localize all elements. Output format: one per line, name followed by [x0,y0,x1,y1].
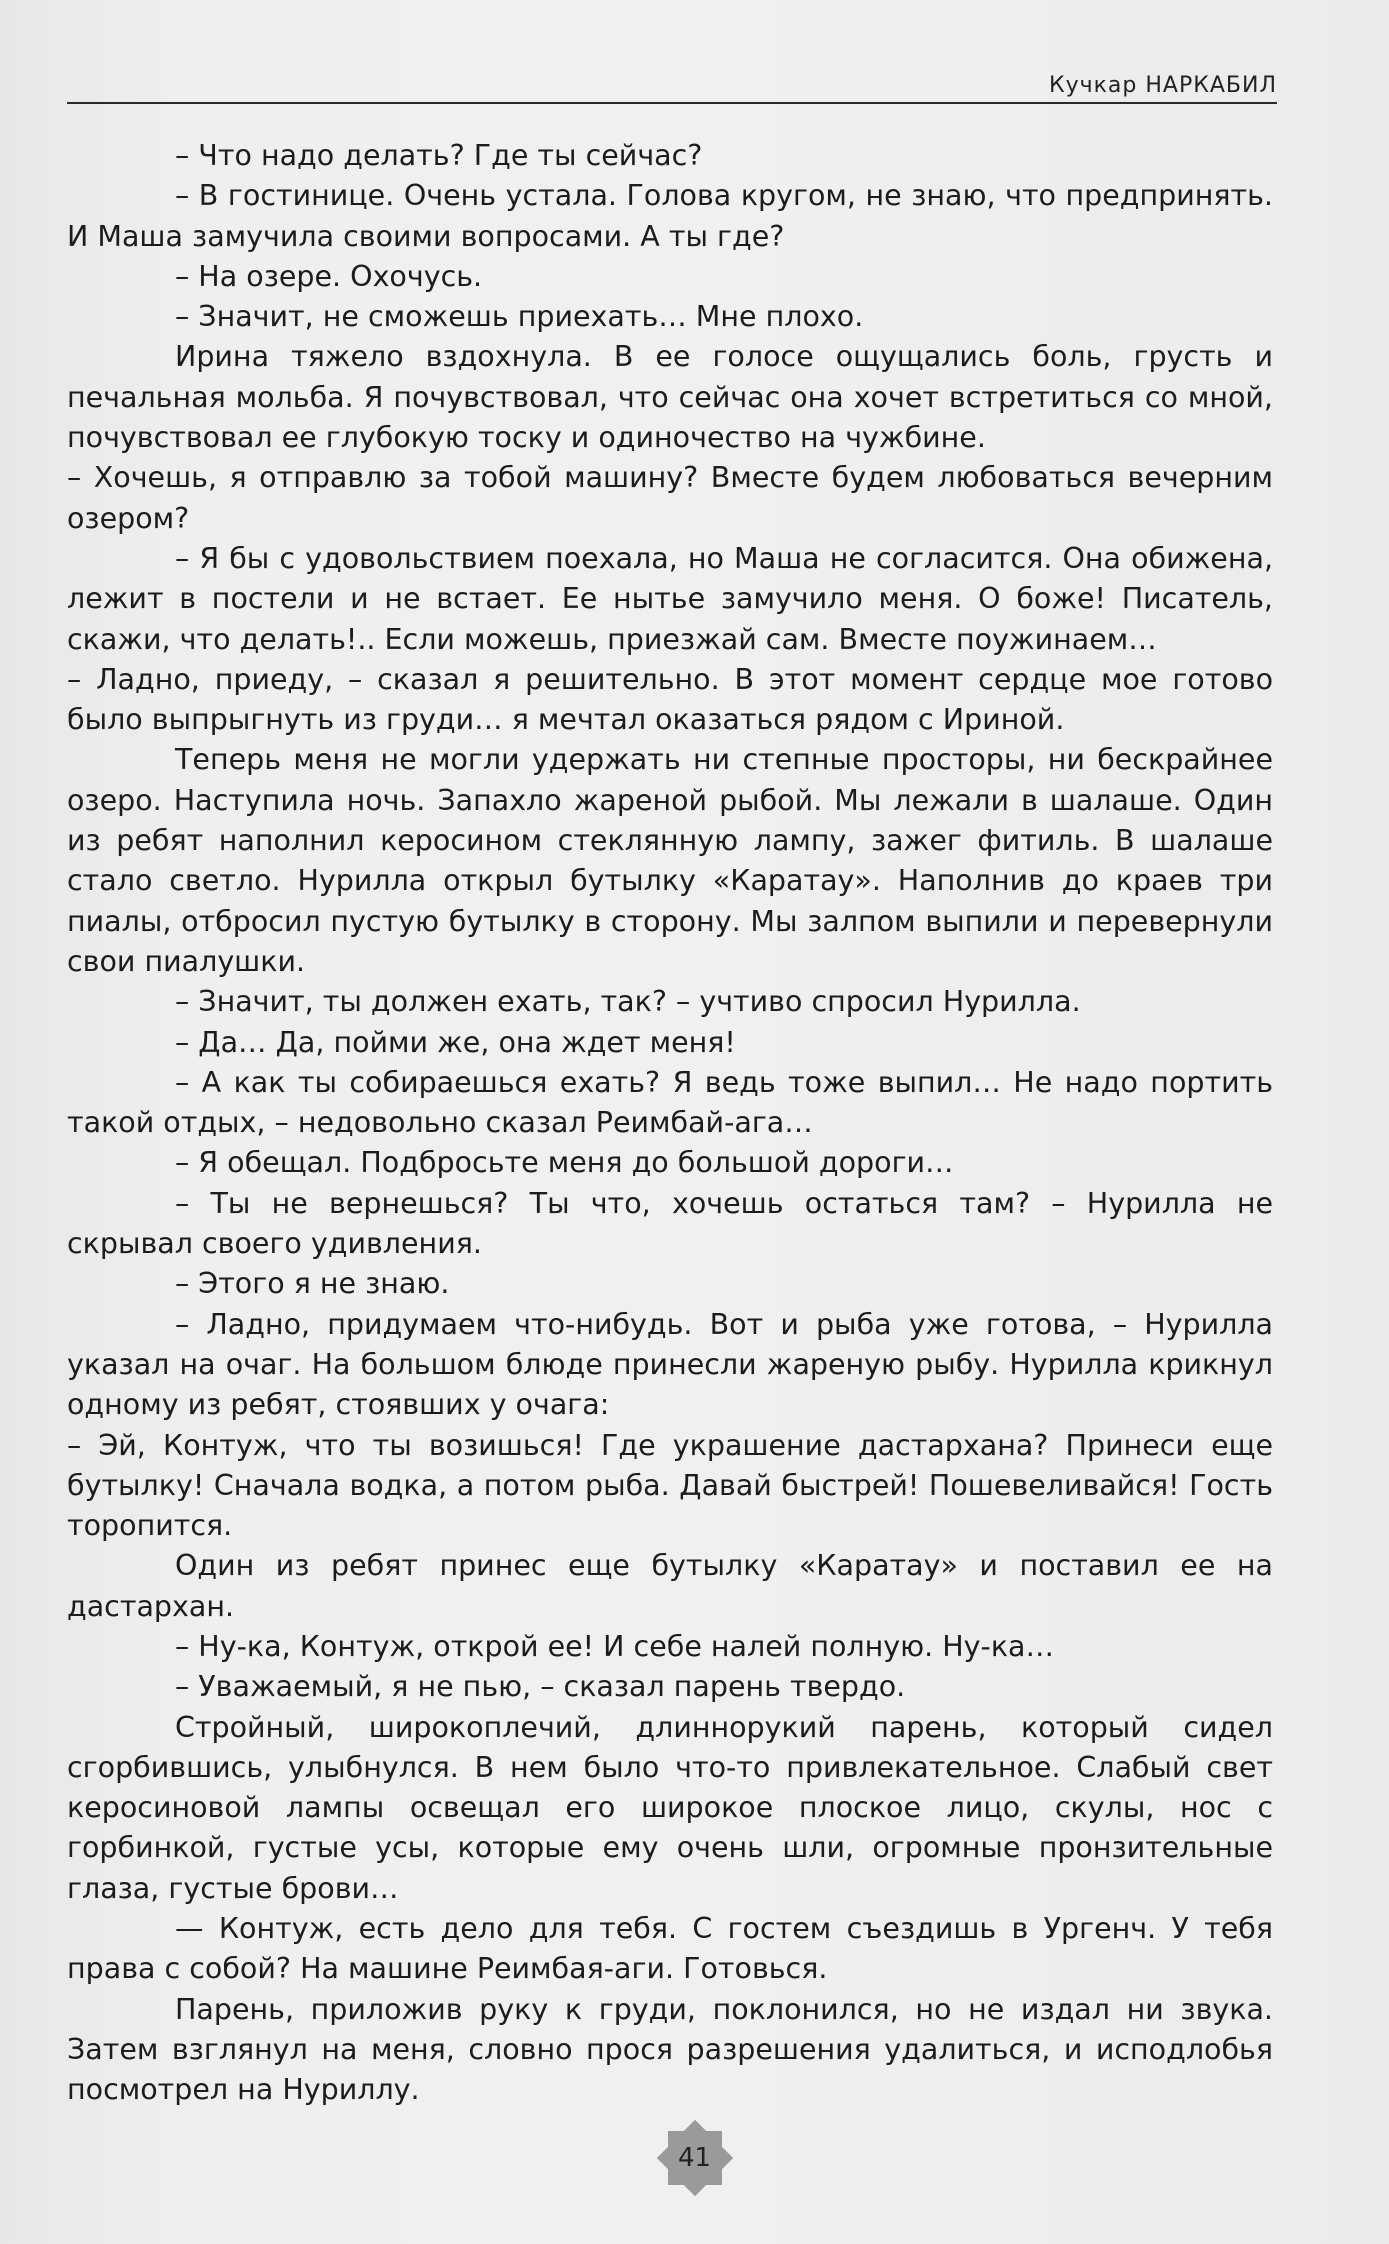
page-number-badge [657,2120,733,2196]
paragraph: – Хочешь, я отправлю за тобой машину? Вместе будем любоваться вечерним озером? [67,461,1273,535]
paragraph: – Что надо делать? Где ты сейчас? [175,139,703,172]
paragraph: – Да… Да, пойми же, она ждет меня! [175,1025,736,1059]
paragraph: Один из ребят принес еще бутылку «Каратау» и поставил ее на дастархан. [67,1549,1273,1623]
paragraph: Стройный, широкоплечий, длиннорукий парень, который сидел сгорбившись, улыбнулся. В нем было что-то привлекательное. Слабый свет керосиновой лампы освещал его широкое плоское лицо, скулы, нос с горбинкой, густые усы, которые ему очень шли, огромные пронзительные глаза, густые брови… [67,1710,1273,1905]
paragraph: – Ладно, приеду, – сказал я решительно. В этот момент сердце мое готово было выпрыгнуть из груди… я мечтал оказаться рядом с Ириной. [67,662,1273,737]
paragraph: – Значит, ты должен ехать, так? – учтиво спросил Нурилла. [175,985,1081,1019]
author-name: Кучкар НАРКАБИЛ [1049,73,1277,98]
paragraph: – Ты не вернешься? Ты что, хочешь остаться там? – Нурилла не скрывал своего удивления. [67,1186,1273,1261]
paragraph: – Эй, Контуж, что ты возишься! Где украшение дастархана? Принеси еще бутылку! Сначала водка, а потом рыба. Давай быстрей! Пошевеливайся! Гость торопится. [67,1428,1273,1543]
paragraph: – Уважаемый, я не пью, – сказал парень твердо. [175,1670,906,1704]
paragraph: Парень, приложив руку к груди, поклонился, но не издал ни звука. Затем взглянул на меня, словно прося разрешения удалиться, и исподлобья посмотрел на Нуриллу. [67,1992,1273,2107]
running-header [67,62,1277,104]
paragraph: – Ну-ка, Контуж, открой ее! И себе налей полную. Ну-ка… [175,1629,1055,1663]
paragraph: – Ладно, придумаем что-нибудь. Вот и рыба уже готова, – Нурилла указал на очаг. На большом блюде принесли жареную рыбу. Нурилла крикнул одному из ребят, стоявших у очага: [67,1307,1273,1422]
paragraph: — Контуж, есть дело для тебя. С гостем съездишь в Ургенч. У тебя права с собой? На машине Реимбая-аги. Готовься. [67,1912,1273,1986]
paragraph: Теперь меня не могли удержать ни степные просторы, ни бескрайнее озеро. Наступила ночь. Запахло жареной рыбой. Мы лежали в шалаше. Один из ребят наполнил керосином стеклянную лампу, зажег фитиль. В шалаше стало светло. Нурилла открыл бутылку «Каратау». Наполнив до краев три пиалы, отбросил пустую бутылку в сторону. Мы залпом выпили и перевернули свои пиалушки. [67,743,1273,978]
page-number: 41 [677,2143,712,2173]
paragraph: Ирина тяжело вздохнула. В ее голосе ощущались боль, грусть и печальная мольба. Я почувствовал, что сейчас она хочет встретиться со мной, почувствовал ее глубокую тоску и одиночество на чужбине. [67,340,1273,455]
paragraph: – На озере. Охочусь. [175,259,483,293]
paragraph: – Этого я не знаю. [175,1267,450,1301]
body-text [67,136,1273,2111]
paragraph: – Я бы с удовольствием поехала, но Маша не согласится. Она обижена, лежит в постели и не встает. Ее нытье замучило меня. О боже! Писатель, скажи, что делать!.. Если можешь, приезжай сам. Вместе поужинаем… [67,541,1273,656]
paragraph: – А как ты собираешься ехать? Я ведь тоже выпил… Не надо портить такой отдых, – недовольно сказал Реимбай-ага… [67,1065,1273,1140]
paragraph: – В гостинице. Очень устала. Голова кругом, не знаю, что предпринять. И Маша замучила своими вопросами. А ты где? [67,179,1273,253]
paragraph: – Значит, не сможешь приехать… Мне плохо. [175,300,864,334]
paragraph: – Я обещал. Подбросьте меня до большой дороги… [175,1146,954,1180]
